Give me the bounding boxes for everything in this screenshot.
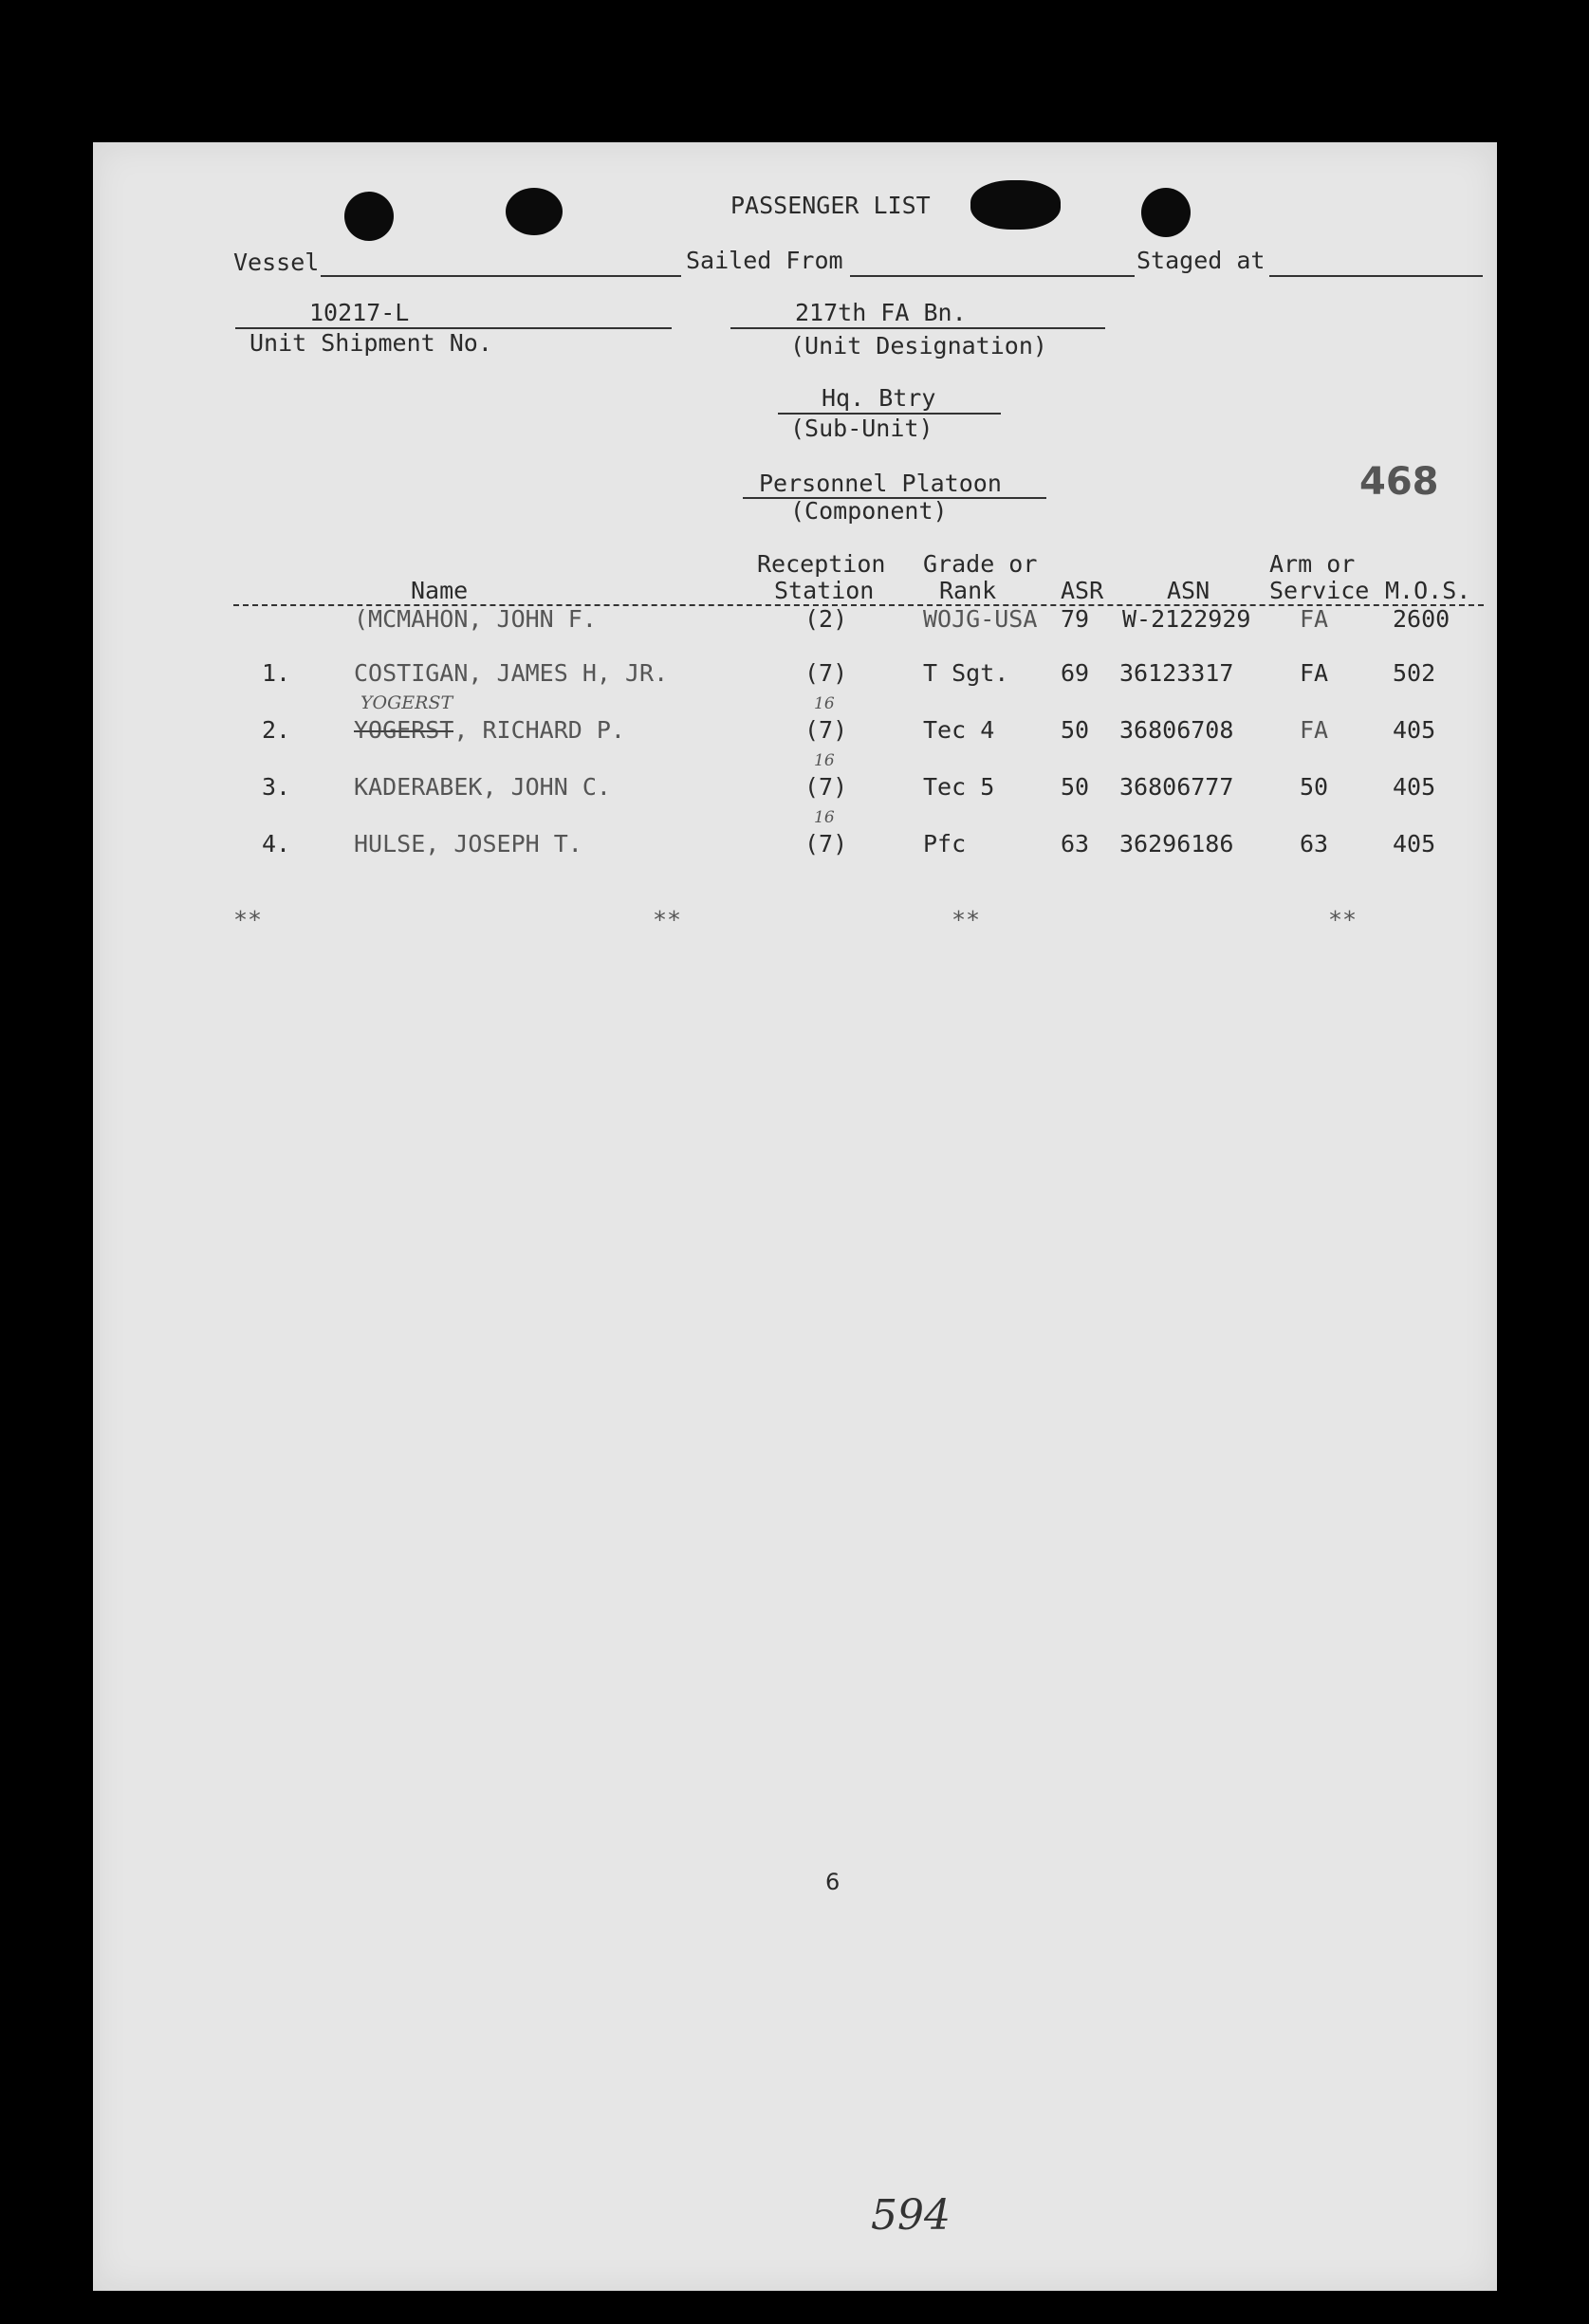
header-arm-2: Service bbox=[1269, 577, 1370, 604]
row-asn: 36123317 bbox=[1119, 659, 1234, 687]
row-grade: Tec 5 bbox=[923, 773, 995, 801]
row-station-note: 16 bbox=[814, 808, 835, 827]
row-name: COSTIGAN, JAMES H, JR. bbox=[354, 659, 669, 687]
row-name-correction: YOGERST bbox=[360, 692, 453, 713]
officer-asn: W-2122929 bbox=[1122, 605, 1251, 633]
unit-shipment-label: Unit Shipment No. bbox=[249, 329, 492, 357]
unit-shipment-value: 10217-L bbox=[309, 299, 410, 326]
component-label: (Component) bbox=[790, 497, 948, 525]
unit-designation-value: 217th FA Bn. bbox=[795, 299, 967, 326]
header-reception-2: Station bbox=[774, 577, 875, 604]
row-station: (7) bbox=[804, 716, 848, 744]
separator-mark: ** bbox=[233, 906, 263, 933]
row-asn: 36296186 bbox=[1119, 830, 1234, 858]
row-grade: Pfc bbox=[923, 830, 967, 858]
officer-asr: 79 bbox=[1061, 605, 1090, 633]
punch-hole bbox=[1141, 188, 1191, 237]
row-number: 1. bbox=[262, 659, 291, 687]
vessel-label: Vessel bbox=[233, 249, 320, 276]
header-mos: M.O.S. bbox=[1385, 577, 1471, 604]
separator-mark: ** bbox=[653, 906, 682, 933]
row-arm: 63 bbox=[1300, 830, 1329, 858]
header-grade-1: Grade or bbox=[923, 550, 1038, 578]
row-number: 3. bbox=[262, 773, 291, 801]
row-mos: 405 bbox=[1393, 773, 1436, 801]
row-asn: 36806708 bbox=[1119, 716, 1234, 744]
handwritten-number: 594 bbox=[871, 2191, 951, 2240]
punch-hole bbox=[506, 188, 563, 235]
stamp-number: 468 bbox=[1359, 460, 1439, 504]
row-asn: 36806777 bbox=[1119, 773, 1234, 801]
row-arm: FA bbox=[1300, 659, 1329, 687]
row-number: 2. bbox=[262, 716, 291, 744]
component-value: Personnel Platoon bbox=[759, 470, 1002, 497]
row-name: HULSE, JOSEPH T. bbox=[354, 830, 582, 858]
unit-designation-label: (Unit Designation) bbox=[790, 332, 1047, 360]
header-grade-2: Rank bbox=[939, 577, 997, 604]
row-arm: 50 bbox=[1300, 773, 1329, 801]
row-mos: 405 bbox=[1393, 830, 1436, 858]
header-asr: ASR bbox=[1061, 577, 1104, 604]
row-grade: Tec 4 bbox=[923, 716, 995, 744]
row-mos: 502 bbox=[1393, 659, 1436, 687]
separator-mark: ** bbox=[1328, 906, 1358, 933]
officer-grade: WOJG-USA bbox=[923, 605, 1038, 633]
row-station-note: 16 bbox=[814, 694, 835, 713]
header-reception-1: Reception bbox=[757, 550, 886, 578]
sailed-from-field-line bbox=[850, 275, 1135, 277]
sailed-from-label: Sailed From bbox=[686, 247, 843, 274]
sub-unit-label: (Sub-Unit) bbox=[790, 415, 933, 442]
staged-at-label: Staged at bbox=[1136, 247, 1266, 274]
vessel-field-line bbox=[321, 275, 681, 277]
row-arm: FA bbox=[1300, 716, 1329, 744]
document-title: PASSENGER LIST bbox=[730, 192, 931, 219]
unit-designation-line bbox=[730, 327, 1105, 329]
row-asr: 50 bbox=[1061, 716, 1090, 744]
row-station-note: 16 bbox=[814, 751, 835, 770]
row-asr: 50 bbox=[1061, 773, 1090, 801]
punch-hole bbox=[970, 180, 1061, 230]
row-station: (7) bbox=[804, 773, 848, 801]
officer-mos: 2600 bbox=[1393, 605, 1450, 633]
header-arm-1: Arm or bbox=[1269, 550, 1356, 578]
officer-name: (MCMAHON, JOHN F. bbox=[354, 605, 597, 633]
row-station: (7) bbox=[804, 830, 848, 858]
header-name: Name bbox=[411, 577, 469, 604]
header-asn: ASN bbox=[1167, 577, 1210, 604]
officer-station: (2) bbox=[804, 605, 848, 633]
separator-mark: ** bbox=[952, 906, 981, 933]
row-station: (7) bbox=[804, 659, 848, 687]
punch-hole bbox=[344, 192, 394, 241]
row-name: KADERABEK, JOHN C. bbox=[354, 773, 611, 801]
row-name: YOGERST, RICHARD P. bbox=[354, 716, 625, 744]
document-page bbox=[93, 142, 1497, 2291]
row-number: 4. bbox=[262, 830, 291, 858]
row-asr: 63 bbox=[1061, 830, 1090, 858]
officer-arm: FA bbox=[1300, 605, 1329, 633]
row-grade: T Sgt. bbox=[923, 659, 1009, 687]
row-asr: 69 bbox=[1061, 659, 1090, 687]
row-mos: 405 bbox=[1393, 716, 1436, 744]
sub-unit-value: Hq. Btry bbox=[822, 384, 936, 412]
name-strikethrough bbox=[354, 730, 453, 732]
staged-at-field-line bbox=[1269, 275, 1483, 277]
page-number: 6 bbox=[825, 1869, 841, 1895]
